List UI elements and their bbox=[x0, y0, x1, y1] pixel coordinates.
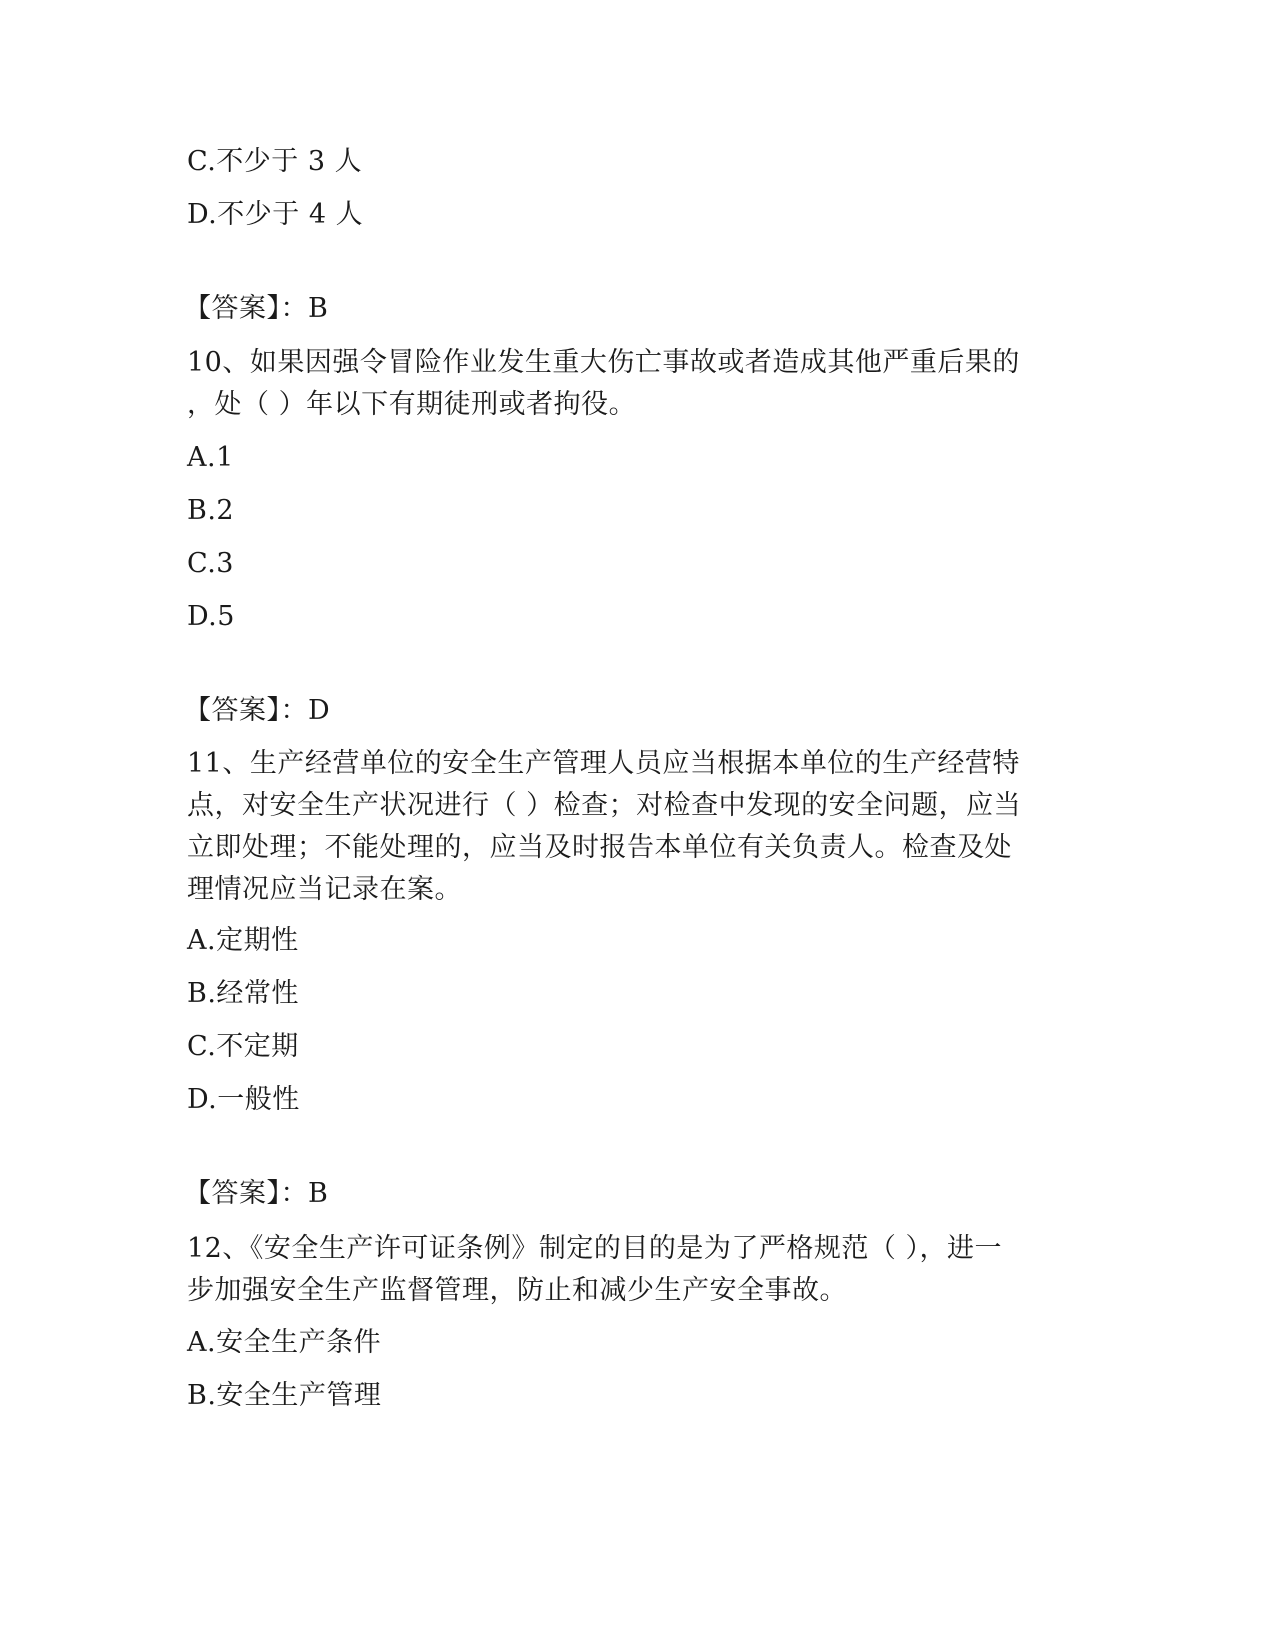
question-stem: 步加强安全生产监督管理，防止和减少生产安全事故。 bbox=[187, 1275, 847, 1306]
option-c: C.不少于 3 人 bbox=[187, 146, 363, 177]
answer-line: 【答案】：D bbox=[184, 695, 331, 726]
option-b: B.2 bbox=[187, 495, 235, 526]
option-a: A.安全生产条件 bbox=[187, 1327, 382, 1358]
question-stem: 立即处理；不能处理的，应当及时报告本单位有关负责人。检查及处 bbox=[187, 832, 1012, 863]
option-b: B.安全生产管理 bbox=[187, 1380, 382, 1411]
question-stem: 11、生产经营单位的安全生产管理人员应当根据本单位的生产经营特 bbox=[187, 748, 1020, 779]
option-c: C.不定期 bbox=[187, 1031, 299, 1062]
answer-line: 【答案】：B bbox=[184, 1178, 329, 1209]
option-b: B.经常性 bbox=[187, 978, 299, 1009]
question-stem: 点，对安全生产状况进行（ ）检查；对检查中发现的安全问题，应当 bbox=[187, 790, 1022, 821]
question-stem: 10、如果因强令冒险作业发生重大伤亡事故或者造成其他严重后果的 bbox=[187, 347, 1020, 378]
question-stem: 理情况应当记录在案。 bbox=[187, 874, 462, 905]
option-a: A.定期性 bbox=[187, 925, 299, 956]
answer-line: 【答案】：B bbox=[184, 293, 329, 324]
option-a: A.1 bbox=[187, 442, 234, 473]
option-d: D.不少于 4 人 bbox=[187, 199, 364, 230]
option-c: C.3 bbox=[187, 548, 234, 579]
question-stem: 12、《安全生产许可证条例》制定的目的是为了严格规范（ ），进一 bbox=[187, 1233, 1002, 1264]
option-d: D.一般性 bbox=[187, 1084, 300, 1115]
option-d: D.5 bbox=[187, 601, 235, 632]
question-stem: ，处（ ）年以下有期徒刑或者拘役。 bbox=[187, 389, 637, 420]
